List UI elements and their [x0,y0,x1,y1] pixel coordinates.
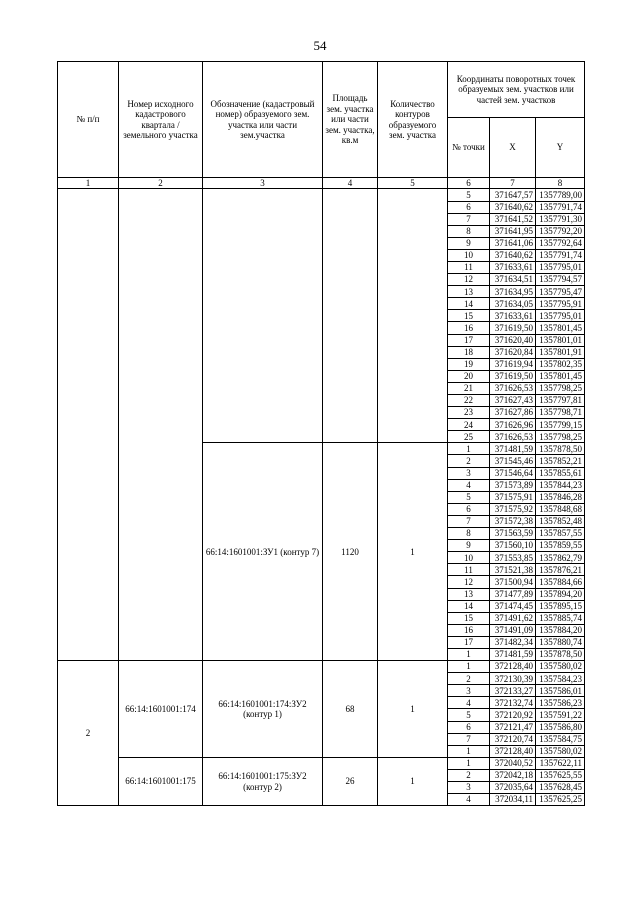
point-number-cell: 18 [448,346,490,358]
y-coordinate-cell: 1357792,64 [536,237,585,249]
x-coordinate-cell: 371626,53 [490,382,536,394]
point-number-cell: 5 [448,709,490,721]
x-coordinate-cell: 371553,85 [490,552,536,564]
point-number-cell: 6 [448,201,490,213]
point-number-cell: 1 [448,757,490,769]
point-number-cell: 3 [448,467,490,479]
y-coordinate-cell: 1357857,55 [536,528,585,540]
point-number-cell: 16 [448,322,490,334]
y-coordinate-cell: 1357846,28 [536,491,585,503]
point-number-cell: 6 [448,721,490,733]
x-coordinate-cell: 372042,18 [490,769,536,781]
area-cell: 68 [323,661,378,758]
header-coordinates: Координаты поворотных точек образуемых зем. участков или частей зем. участков [448,62,585,118]
area-cell [323,189,378,443]
index-cell: 1 [58,178,119,189]
header-point-num: № точки [448,118,490,178]
y-coordinate-cell: 1357586,01 [536,685,585,697]
y-coordinate-cell: 1357791,30 [536,213,585,225]
source-parcel-cell: 66:14:1601001:175 [119,757,203,805]
x-coordinate-cell: 372128,40 [490,745,536,757]
y-coordinate-cell: 1357791,74 [536,201,585,213]
point-number-cell: 7 [448,515,490,527]
point-number-cell: 11 [448,564,490,576]
source-parcel-cell: 66:14:1601001:174 [119,661,203,758]
y-coordinate-cell: 1357894,20 [536,588,585,600]
x-coordinate-cell: 371619,50 [490,322,536,334]
y-coordinate-cell: 1357795,01 [536,310,585,322]
header-num: № п/п [58,62,119,178]
point-number-cell: 17 [448,636,490,648]
x-coordinate-cell: 372035,64 [490,782,536,794]
point-number-cell: 8 [448,225,490,237]
x-coordinate-cell: 371573,89 [490,479,536,491]
point-number-cell: 21 [448,382,490,394]
x-coordinate-cell: 372040,52 [490,757,536,769]
point-number-cell: 17 [448,334,490,346]
x-coordinate-cell: 371481,59 [490,443,536,455]
x-coordinate-cell: 371641,06 [490,237,536,249]
row-number-cell: 2 [58,661,119,806]
y-coordinate-cell: 1357878,50 [536,648,585,660]
y-coordinate-cell: 1357798,25 [536,382,585,394]
header-x: X [490,118,536,178]
y-coordinate-cell: 1357798,25 [536,431,585,443]
x-coordinate-cell: 372133,27 [490,685,536,697]
x-coordinate-cell: 371633,61 [490,310,536,322]
y-coordinate-cell: 1357625,25 [536,794,585,806]
point-number-cell: 7 [448,733,490,745]
x-coordinate-cell: 371500,94 [490,576,536,588]
x-coordinate-cell: 371640,62 [490,249,536,261]
point-number-cell: 3 [448,685,490,697]
x-coordinate-cell: 371477,89 [490,588,536,600]
point-number-cell: 2 [448,455,490,467]
area-cell: 1120 [323,443,378,661]
point-number-cell: 4 [448,479,490,491]
point-number-cell: 10 [448,552,490,564]
y-coordinate-cell: 1357801,91 [536,346,585,358]
y-coordinate-cell: 1357801,45 [536,370,585,382]
row-number-cell [58,189,119,661]
point-number-cell: 24 [448,419,490,431]
point-number-cell: 9 [448,237,490,249]
coordinates-table [57,61,585,806]
x-coordinate-cell: 371634,51 [490,274,536,286]
index-cell: 4 [323,178,378,189]
point-number-cell: 5 [448,491,490,503]
point-number-cell: 8 [448,528,490,540]
point-number-cell: 2 [448,673,490,685]
point-number-cell: 15 [448,310,490,322]
x-coordinate-cell: 371620,40 [490,334,536,346]
point-number-cell: 4 [448,697,490,709]
x-coordinate-cell: 371619,94 [490,358,536,370]
point-number-cell: 23 [448,407,490,419]
area-cell: 26 [323,757,378,805]
header-y: Y [536,118,585,178]
y-coordinate-cell: 1357586,80 [536,721,585,733]
y-coordinate-cell: 1357584,23 [536,673,585,685]
y-coordinate-cell: 1357885,74 [536,612,585,624]
y-coordinate-cell: 1357798,71 [536,407,585,419]
y-coordinate-cell: 1357580,02 [536,661,585,673]
x-coordinate-cell: 371474,45 [490,600,536,612]
point-number-cell: 2 [448,769,490,781]
y-coordinate-cell: 1357622,11 [536,757,585,769]
point-number-cell: 6 [448,503,490,515]
table-row [58,757,585,769]
x-coordinate-cell: 371620,84 [490,346,536,358]
y-coordinate-cell: 1357880,74 [536,636,585,648]
x-coordinate-cell: 371575,92 [490,503,536,515]
table-row [58,661,585,673]
x-coordinate-cell: 371647,57 [490,189,536,201]
y-coordinate-cell: 1357884,20 [536,624,585,636]
y-coordinate-cell: 1357848,68 [536,503,585,515]
x-coordinate-cell: 372120,74 [490,733,536,745]
point-number-cell: 20 [448,370,490,382]
point-number-cell: 14 [448,298,490,310]
point-number-cell: 13 [448,588,490,600]
index-cell: 5 [378,178,448,189]
y-coordinate-cell: 1357862,79 [536,552,585,564]
x-coordinate-cell: 371634,05 [490,298,536,310]
header-source: Номер исходного кадастрового квартала / земельного участка [119,62,203,178]
y-coordinate-cell: 1357799,15 [536,419,585,431]
y-coordinate-cell: 1357795,01 [536,261,585,273]
y-coordinate-cell: 1357625,55 [536,769,585,781]
y-coordinate-cell: 1357797,81 [536,395,585,407]
x-coordinate-cell: 371619,50 [490,370,536,382]
point-number-cell: 1 [448,443,490,455]
index-cell: 3 [203,178,323,189]
y-coordinate-cell: 1357795,91 [536,298,585,310]
y-coordinate-cell: 1357792,20 [536,225,585,237]
x-coordinate-cell: 371482,34 [490,636,536,648]
point-number-cell: 5 [448,189,490,201]
contours-cell [378,189,448,443]
point-number-cell: 12 [448,274,490,286]
column-index-row [58,178,585,189]
header-area: Площадь зем. участка или части зем. участка, кв.м [323,62,378,178]
x-coordinate-cell: 372132,74 [490,697,536,709]
point-number-cell: 1 [448,661,490,673]
point-number-cell: 7 [448,213,490,225]
designation-cell [203,189,323,443]
contours-cell: 1 [378,661,448,758]
x-coordinate-cell: 371634,95 [490,286,536,298]
page-number: 54 [313,38,327,53]
x-coordinate-cell: 371640,62 [490,201,536,213]
point-number-cell: 16 [448,624,490,636]
y-coordinate-cell: 1357584,75 [536,733,585,745]
y-coordinate-cell: 1357628,45 [536,782,585,794]
y-coordinate-cell: 1357789,00 [536,189,585,201]
point-number-cell: 3 [448,782,490,794]
y-coordinate-cell: 1357591,22 [536,709,585,721]
point-number-cell: 1 [448,745,490,757]
point-number-cell: 1 [448,648,490,660]
x-coordinate-cell: 371572,38 [490,515,536,527]
designation-cell: 66:14:1601001:174:ЗУ2 (контур 1) [203,661,323,758]
index-cell: 6 [448,178,490,189]
x-coordinate-cell: 371491,62 [490,612,536,624]
x-coordinate-cell: 372130,39 [490,673,536,685]
y-coordinate-cell: 1357586,23 [536,697,585,709]
point-number-cell: 10 [448,249,490,261]
y-coordinate-cell: 1357895,15 [536,600,585,612]
point-number-cell: 11 [448,261,490,273]
header-contours: Количество контуров образуемого зем. участка [378,62,448,178]
y-coordinate-cell: 1357852,21 [536,455,585,467]
header-designation: Обозначение (кадастровый номер) образуемого зем. участка или части зем.участка [203,62,323,178]
contours-cell: 1 [378,757,448,805]
table-body [58,189,585,806]
x-coordinate-cell: 371626,96 [490,419,536,431]
x-coordinate-cell: 372128,40 [490,661,536,673]
designation-cell: 66:14:1601001:ЗУ1 (контур 7) [203,443,323,661]
x-coordinate-cell: 371626,53 [490,431,536,443]
x-coordinate-cell: 371627,43 [490,395,536,407]
x-coordinate-cell: 371521,38 [490,564,536,576]
x-coordinate-cell: 371627,86 [490,407,536,419]
y-coordinate-cell: 1357878,50 [536,443,585,455]
y-coordinate-cell: 1357802,35 [536,358,585,370]
x-coordinate-cell: 371641,95 [490,225,536,237]
x-coordinate-cell: 371481,59 [490,648,536,660]
x-coordinate-cell: 371575,91 [490,491,536,503]
index-cell: 7 [490,178,536,189]
y-coordinate-cell: 1357801,45 [536,322,585,334]
x-coordinate-cell: 371633,61 [490,261,536,273]
y-coordinate-cell: 1357795,47 [536,286,585,298]
y-coordinate-cell: 1357801,01 [536,334,585,346]
y-coordinate-cell: 1357859,55 [536,540,585,552]
x-coordinate-cell: 371491,09 [490,624,536,636]
x-coordinate-cell: 372120,92 [490,709,536,721]
point-number-cell: 13 [448,286,490,298]
x-coordinate-cell: 371641,52 [490,213,536,225]
table-row [58,189,585,201]
point-number-cell: 19 [448,358,490,370]
x-coordinate-cell: 371545,46 [490,455,536,467]
point-number-cell: 25 [448,431,490,443]
y-coordinate-cell: 1357876,21 [536,564,585,576]
point-number-cell: 12 [448,576,490,588]
y-coordinate-cell: 1357884,66 [536,576,585,588]
point-number-cell: 4 [448,794,490,806]
x-coordinate-cell: 371563,59 [490,528,536,540]
point-number-cell: 22 [448,395,490,407]
index-cell: 2 [119,178,203,189]
y-coordinate-cell: 1357855,61 [536,467,585,479]
y-coordinate-cell: 1357791,74 [536,249,585,261]
designation-cell: 66:14:1601001:175:ЗУ2 (контур 2) [203,757,323,805]
y-coordinate-cell: 1357844,23 [536,479,585,491]
y-coordinate-cell: 1357852,48 [536,515,585,527]
point-number-cell: 14 [448,600,490,612]
point-number-cell: 15 [448,612,490,624]
point-number-cell: 9 [448,540,490,552]
x-coordinate-cell: 372034,11 [490,794,536,806]
contours-cell: 1 [378,443,448,661]
y-coordinate-cell: 1357580,02 [536,745,585,757]
x-coordinate-cell: 372121,47 [490,721,536,733]
index-cell: 8 [536,178,585,189]
source-parcel-cell [119,189,203,661]
x-coordinate-cell: 371546,64 [490,467,536,479]
x-coordinate-cell: 371560,10 [490,540,536,552]
y-coordinate-cell: 1357794,57 [536,274,585,286]
